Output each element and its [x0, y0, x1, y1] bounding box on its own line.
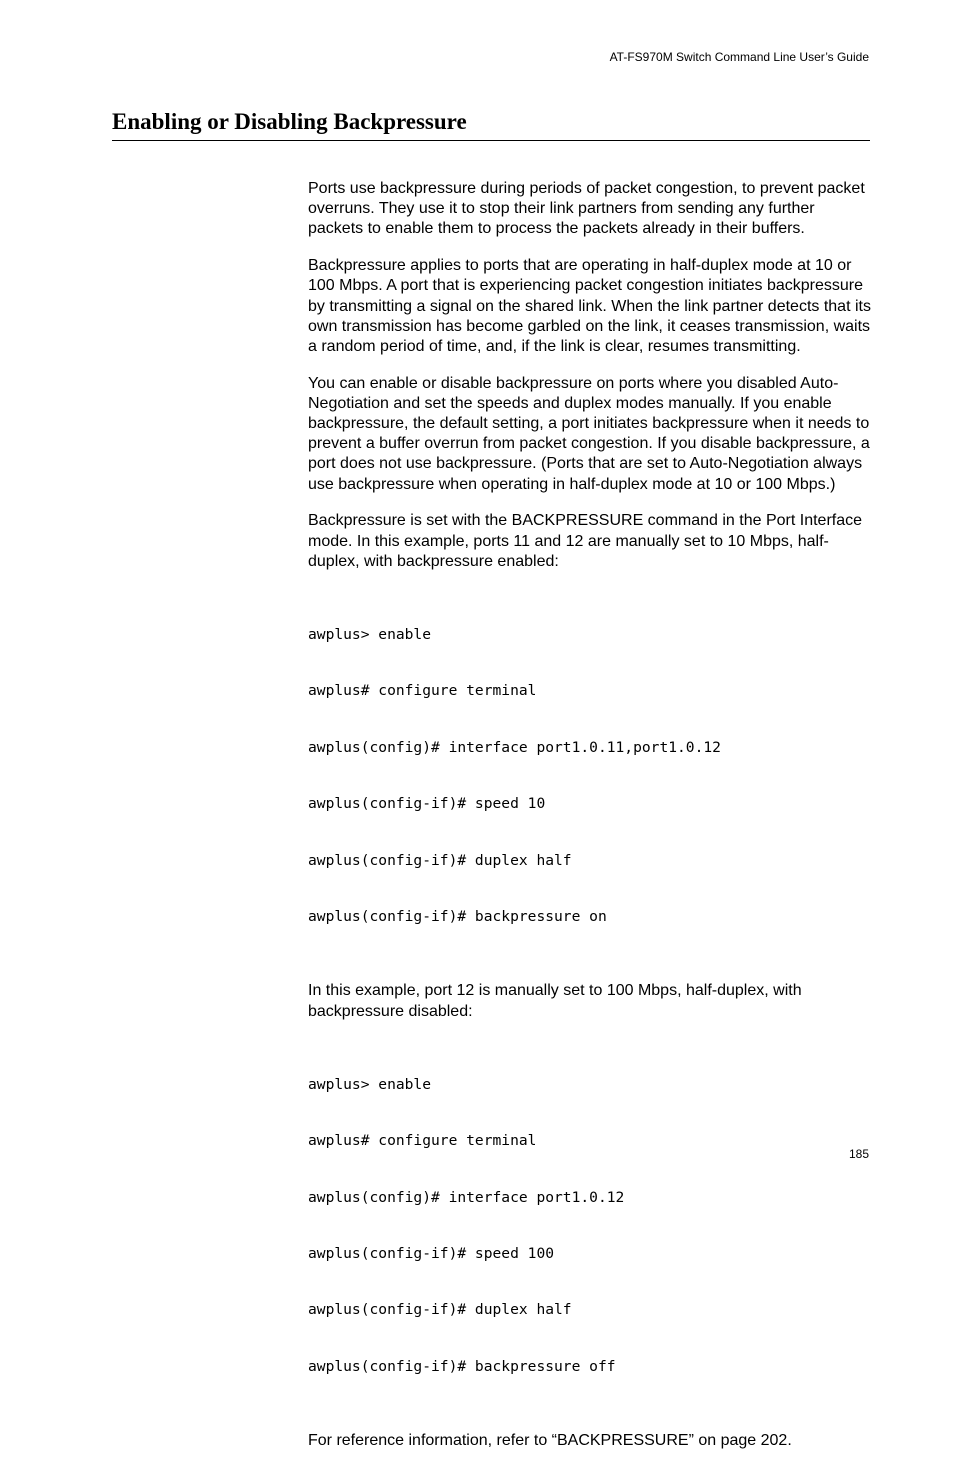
code-line: awplus# configure terminal	[308, 1132, 537, 1150]
code-line: awplus> enable	[308, 1075, 432, 1093]
section-title: Enabling or Disabling Backpressure	[112, 109, 467, 134]
code-line: awplus(config)# interface port1.0.11,port1.0.12	[308, 738, 721, 756]
paragraph-example-1-intro: Backpressure is set with the BACKPRESSURE command in the Port Interface mode. In this example, ports 11 and 12 are manually set to 10 Mbps, half-duplex, with backpressure enabled:	[308, 512, 863, 570]
code-line: awplus# configure terminal	[308, 682, 537, 700]
code-line: awplus(config-if)# duplex half	[308, 1301, 572, 1319]
paragraph-example-2-intro: In this example, port 12 is manually set to 100 Mbps, half-duplex, with backpressure disabled:	[308, 982, 802, 1020]
code-line: awplus(config)# interface port1.0.12	[308, 1188, 625, 1206]
title-rule	[112, 140, 870, 141]
paragraph-backpressure-intro: Ports use backpressure during periods of packet congestion, to prevent packet overruns. They use it to stop their link partners from sending any further packets to enable them to process the packets already in their buffers.	[308, 180, 865, 238]
code-example-1	[308, 588, 873, 964]
running-header: AT-FS970M Switch Command Line User’s Guide	[609, 50, 869, 64]
code-line: awplus> enable	[308, 626, 432, 644]
code-line: awplus(config-if)# speed 10	[308, 795, 546, 813]
code-line: awplus(config-if)# speed 100	[308, 1245, 555, 1263]
code-line: awplus(config-if)# backpressure off	[308, 1357, 616, 1375]
body-column	[308, 179, 873, 1468]
code-line: awplus(config-if)# duplex half	[308, 851, 572, 869]
paragraph-reference: For reference information, refer to “BACKPRESSURE” on page 202.	[308, 1432, 792, 1450]
paragraph-enable-disable: You can enable or disable backpressure on ports where you disabled Auto-Negotiation and set the speeds and duplex modes manually. If you enable backpressure, the default setting, a port initiates backpressure when it needs to prevent a buffer overrun from packet congestion. If you disable backpressure, a port does not use backpressure. (Ports that are set to Auto-Negotiation always use backpressure when operating in half-duplex mode at 10 or 100 Mbps.)	[308, 374, 870, 493]
paragraph-half-duplex: Backpressure applies to ports that are operating in half-duplex mode at 10 or 100 Mbps. A port that is experiencing packet congestion initiates backpressure by transmitting a signal on the shared link. When the link partner detects that its own transmission has become garbled on the link, it ceases transmission, waits a random period of time, and, if the link is clear, resumes transmitting.	[308, 257, 871, 355]
page-number: 185	[848, 1147, 869, 1161]
code-example-2	[308, 1038, 873, 1414]
code-line: awplus(config-if)# backpressure on	[308, 908, 607, 925]
